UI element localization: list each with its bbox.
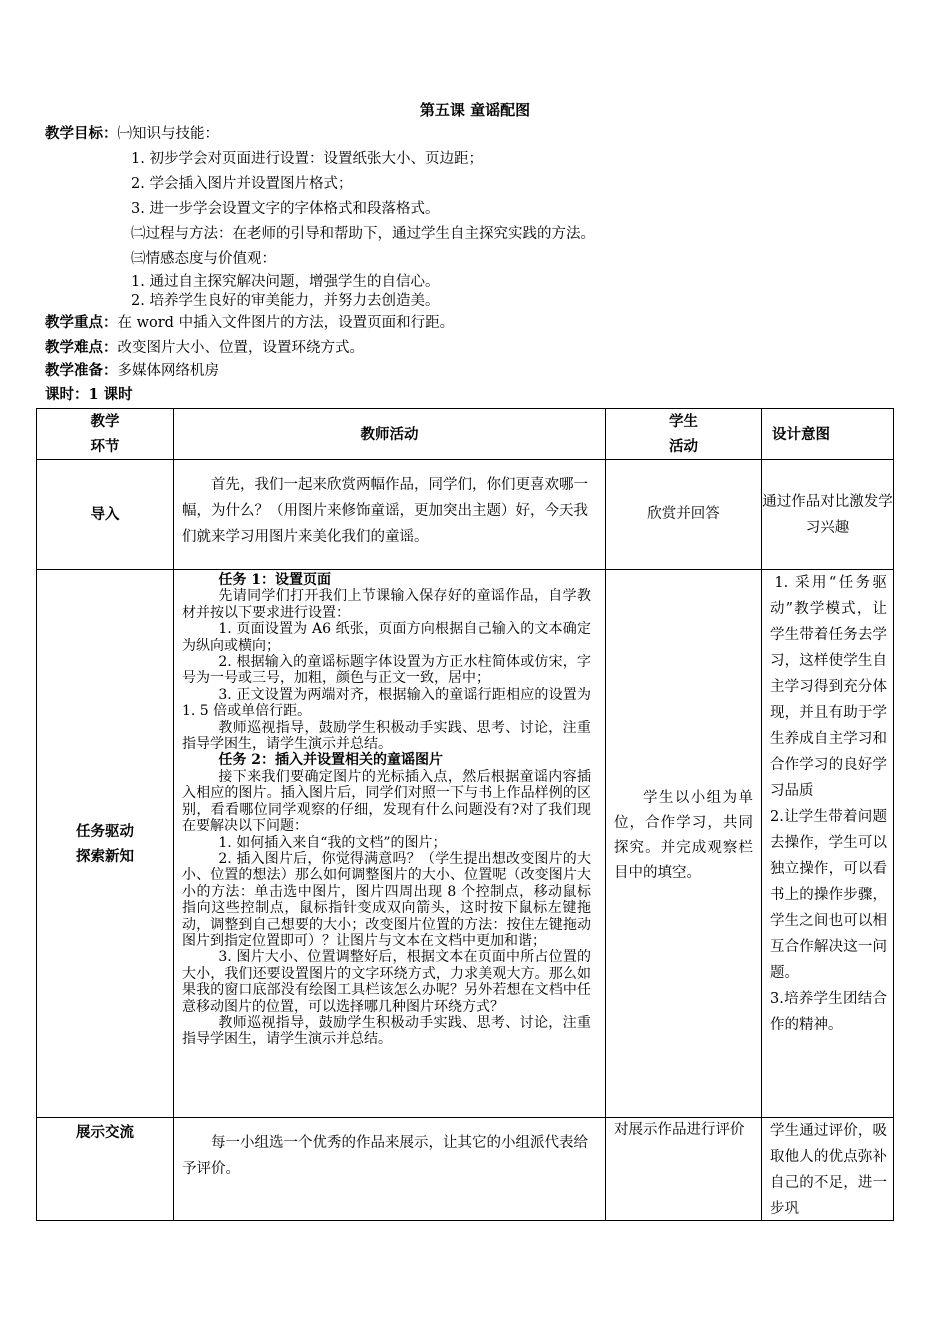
design-point-1: 1. 采用“任务驱动”教学模式，让学生带着任务去学习，这样使学生自主学习得到充分体现，并且有助于学生养成自主学习和合作学习的良好学习品质 bbox=[770, 575, 887, 799]
task2-heading: 任务 2：插入并设置相关的童谣图片 bbox=[218, 752, 444, 769]
task-paragraph: 接下来我们要确定图片的光标插入点，然后根据童谣内容插入相应的图片。插入图片后，同学们对照一下与书上作品样例的区别，看看哪位同学观察的仔细，发现有什么问题没有?对了我们现在要解决以下问题： bbox=[182, 768, 591, 835]
design-show-text: 学生通过评价，吸取他人的优点弥补自己的不足，进一步巩 bbox=[770, 1123, 887, 1216]
objective-process: ㈡过程与方法：在老师的引导和帮助下，通过学生自主探究实践的方法。 bbox=[131, 226, 595, 242]
student-intro: 欣赏并回答 bbox=[606, 460, 762, 570]
table-row-task bbox=[37, 570, 894, 1118]
task-paragraph: 2. 插入图片后，你觉得满意吗？（学生提出想改变图片的大小、位置的想法）那么如何调整图片的大小、位置呢（改变图片大小的方法：单击选中图片，图片四周出现 8 个控制点，移动鼠标指向这些控制点，鼠标指针变成双向箭头，这时按下鼠标左键拖动，调整到自己想要的大小；改变图片位置的方法：按住左键拖动图片到指定位置即可）？让图片与文本在文档中更加和谐； bbox=[182, 850, 591, 949]
header-teacher: 教师活动 bbox=[174, 409, 606, 460]
preparation-label: 教学准备： bbox=[45, 362, 118, 379]
table-header-row bbox=[37, 409, 894, 460]
header-stage-line1: 教学 bbox=[90, 413, 120, 430]
header-stage-line2: 环节 bbox=[90, 438, 120, 455]
lesson-table bbox=[36, 408, 894, 1221]
task-paragraph: 3. 正文设置为两端对齐，根据输入的童谣行距相应的设置为 1. 5 倍或单倍行距。 bbox=[182, 686, 591, 720]
header-stage bbox=[37, 409, 174, 460]
header-design: 设计意图 bbox=[762, 409, 894, 460]
objectives-line bbox=[45, 124, 219, 144]
key-points-line bbox=[45, 313, 454, 333]
objective-e2: 2. 培养学生良好的审美能力，并努力去创造美。 bbox=[131, 293, 440, 309]
objective-k2: 2. 学会插入图片并设置图片格式； bbox=[131, 176, 353, 192]
teacher-intro bbox=[174, 460, 606, 570]
table-row-show bbox=[37, 1118, 894, 1221]
objective-e1: 1. 通过自主探究解决问题，增强学生的自信心。 bbox=[131, 274, 440, 290]
teacher-task-text bbox=[174, 570, 605, 1048]
task-paragraph: 2. 根据输入的童谣标题字体设置为方正水柱简体或仿宋，字号为一号或三号，加粗，颜色与正文一致，居中； bbox=[182, 654, 591, 687]
teacher-task bbox=[174, 570, 606, 1118]
preparation-text: 多媒体网络机房 bbox=[117, 363, 219, 379]
task-paragraph: 1. 如何插入来自“我的文档”的图片； bbox=[218, 834, 447, 851]
stage-task-line1: 任务驱动 bbox=[76, 822, 134, 840]
task-paragraph: 教师巡视指导，鼓励学生积极动手实践、思考、讨论，注重指导学困生，请学生演示并总结。 bbox=[182, 1014, 591, 1048]
student-task-text: 学生以小组为单位，合作学习，共同探究。并完成观察栏目中的填空。 bbox=[614, 789, 753, 881]
teacher-show-text: 每一小组选一个优秀的作品来展示，让其它的小组派代表给予评价。 bbox=[182, 1135, 588, 1177]
stage-task-line2: 探索新知 bbox=[76, 847, 134, 865]
key-points-text: 在 word 中插入文件图片的方法，设置页面和行距。 bbox=[117, 315, 455, 331]
stage-intro: 导入 bbox=[37, 460, 174, 570]
teacher-intro-text: 首先，我们一起来欣赏两幅作品，同学们，你们更喜欢哪一幅，为什么？（用图片来修饰童谣，更加突出主题）好，今天我们就来学习用图片来美化我们的童谣。 bbox=[182, 476, 588, 545]
design-point-3: 3.培养学生团结合作的精神。 bbox=[770, 991, 887, 1033]
student-show-text: 对展示作品进行评价 bbox=[614, 1122, 745, 1138]
header-student-line1: 学生 bbox=[669, 413, 698, 430]
difficulty-text: 改变图片大小、位置，设置环绕方式。 bbox=[117, 340, 364, 356]
header-student-line2: 活动 bbox=[669, 438, 698, 455]
student-task bbox=[606, 570, 762, 1118]
class-hours: 课时：1 课时 bbox=[45, 386, 133, 403]
difficulty-line bbox=[45, 338, 364, 358]
difficulty-label: 教学难点： bbox=[45, 339, 118, 356]
objective-knowledge-heading: ㈠知识与技能： bbox=[117, 126, 219, 142]
stage-show: 展示交流 bbox=[37, 1118, 174, 1221]
design-task-text bbox=[762, 570, 893, 1038]
objective-emotion-heading: ㈢情感态度与价值观： bbox=[131, 251, 276, 267]
design-task bbox=[762, 570, 894, 1118]
task-paragraph: 先请同学们打开我们上节课输入保存好的童谣作品，自学教材并按以下要求进行设置： bbox=[182, 588, 591, 621]
objective-k1: 1. 初步学会对页面进行设置：设置纸张大小、页边距； bbox=[131, 151, 483, 167]
preparation-line bbox=[45, 361, 219, 381]
design-point-2: 2.让学生带着问题去操作，学生可以独立操作，可以看书上的操作步骤，学生之间也可以相互合作解决这一问题。 bbox=[770, 809, 887, 981]
objectives-label: 教学目标： bbox=[45, 125, 118, 142]
design-intro: 通过作品对比激发学习兴趣 bbox=[762, 460, 894, 570]
teacher-show bbox=[174, 1118, 606, 1221]
header-student bbox=[606, 409, 762, 460]
table-row-intro bbox=[37, 460, 894, 570]
task-paragraph: 教师巡视指导，鼓励学生积极动手实践、思考、讨论，注重指导学困生，请学生演示并总结。 bbox=[182, 719, 591, 753]
student-show bbox=[606, 1118, 762, 1221]
objective-k3: 3. 进一步学会设置文字的字体格式和段落格式。 bbox=[131, 201, 440, 217]
key-points-label: 教学重点： bbox=[45, 314, 118, 331]
task-paragraph: 1. 页面设置为 A6 纸张，页面方向根据自己输入的文本确定为纵向或横向； bbox=[182, 621, 591, 654]
task-paragraph: 3. 图片大小、位置调整好后，根据文本在页面中所占位置的大小，我们还要设置图片的文字环绕方式，力求美观大方。那么如果我的窗口底部没有绘图工具栏该怎么办呢？另外若想在文档中任意移动图片的位置，可以选择哪几种图片环绕方式？ bbox=[182, 949, 591, 1015]
lesson-title: 第五课 童谣配图 bbox=[419, 101, 531, 119]
stage-task bbox=[37, 570, 174, 1118]
task1-heading: 任务 1：设置页面 bbox=[218, 572, 332, 588]
design-show bbox=[762, 1118, 894, 1221]
